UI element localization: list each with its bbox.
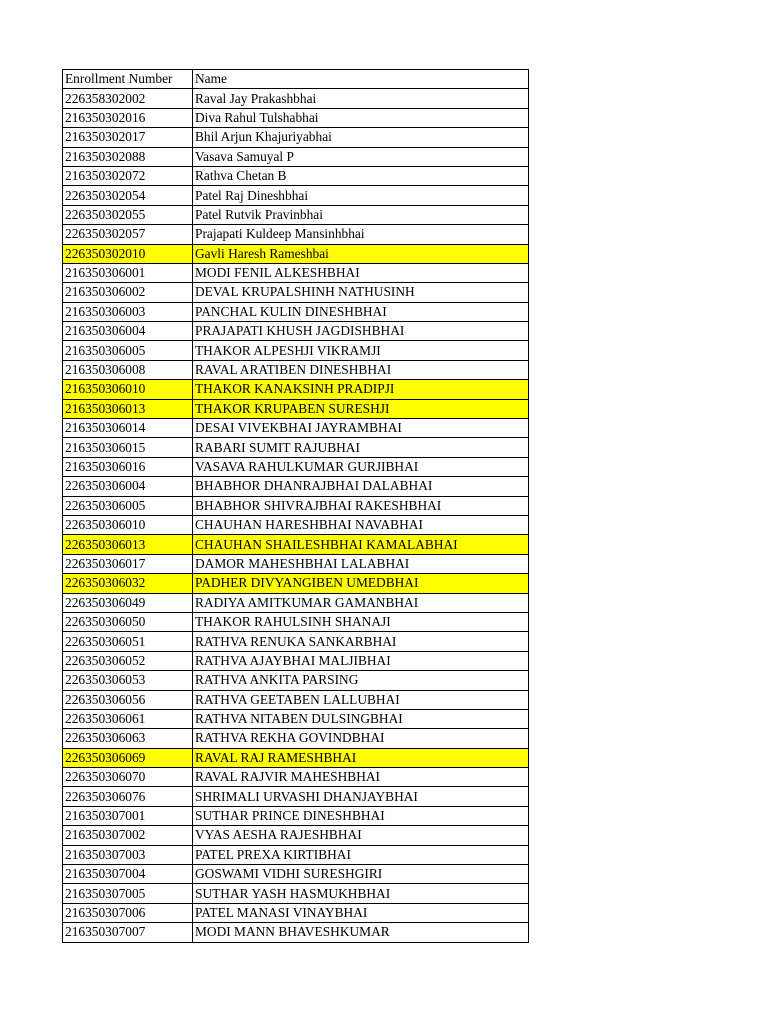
table-row [63, 612, 529, 631]
name-cell: Bhil Arjun Khajuriyabhai [193, 128, 529, 147]
name-cell: Patel Raj Dineshbhai [193, 186, 529, 205]
enrollment-number-cell: 226350306051 [63, 632, 193, 651]
table-row [63, 477, 529, 496]
enrollment-number-cell: 216350306002 [63, 283, 193, 302]
enrollment-number-cell: 226350306053 [63, 671, 193, 690]
enrollment-number-cell: 216350307004 [63, 865, 193, 884]
enrollment-number-cell: 216350306016 [63, 457, 193, 476]
table-row [63, 884, 529, 903]
name-cell: CHAUHAN SHAILESHBHAI KAMALABHAI [193, 535, 529, 554]
table-row [63, 923, 529, 942]
name-cell: RATHVA RENUKA SANKARBHAI [193, 632, 529, 651]
name-cell: CHAUHAN HARESHBHAI NAVABHAI [193, 515, 529, 534]
enrollment-number-cell: 226350306063 [63, 729, 193, 748]
name-cell: PATEL MANASI VINAYBHAI [193, 903, 529, 922]
name-cell: VYAS AESHA RAJESHBHAI [193, 826, 529, 845]
table-row [63, 89, 529, 108]
enrollment-number-cell: 226350302054 [63, 186, 193, 205]
name-cell: RAVAL ARATIBEN DINESHBHAI [193, 360, 529, 379]
name-cell: Diva Rahul Tulshabhai [193, 108, 529, 127]
enrollment-number-cell: 216350306013 [63, 399, 193, 418]
table-row [63, 632, 529, 651]
name-cell: SHRIMALI URVASHI DHANJAYBHAI [193, 787, 529, 806]
enrollment-number-cell: 216350306004 [63, 322, 193, 341]
enrollment-number-cell: 216350307005 [63, 884, 193, 903]
enrollment-number-cell: 226358302002 [63, 89, 193, 108]
name-cell: PRAJAPATI KHUSH JAGDISHBHAI [193, 322, 529, 341]
enrollment-number-cell: 216350306010 [63, 380, 193, 399]
name-cell: RATHVA REKHA GOVINDBHAI [193, 729, 529, 748]
table-row [63, 438, 529, 457]
enrollment-number-cell: 216350306001 [63, 263, 193, 282]
table-row [63, 903, 529, 922]
name-cell: SUTHAR YASH HASMUKHBHAI [193, 884, 529, 903]
enrollment-number-cell: 226350306004 [63, 477, 193, 496]
enrollment-number-cell: 226350306050 [63, 612, 193, 631]
table-row [63, 360, 529, 379]
enrollment-number-cell: 216350306003 [63, 302, 193, 321]
table-row [63, 593, 529, 612]
enrollment-number-cell: 216350306014 [63, 419, 193, 438]
enrollment-number-cell: 216350302016 [63, 108, 193, 127]
name-cell: Patel Rutvik Pravinbhai [193, 205, 529, 224]
name-cell: RABARI SUMIT RAJUBHAI [193, 438, 529, 457]
header-name: Name [193, 70, 529, 89]
name-cell: PADHER DIVYANGIBEN UMEDBHAI [193, 574, 529, 593]
name-cell: THAKOR RAHULSINH SHANAJI [193, 612, 529, 631]
table-row [63, 263, 529, 282]
name-cell: Rathva Chetan B [193, 166, 529, 185]
enrollment-number-cell: 226350306052 [63, 651, 193, 670]
enrollment-number-cell: 216350307003 [63, 845, 193, 864]
table-row [63, 108, 529, 127]
enrollment-number-cell: 216350302088 [63, 147, 193, 166]
header-row [63, 70, 529, 89]
header-enrollment-number: Enrollment Number [63, 70, 193, 89]
enrollment-number-cell: 226350302010 [63, 244, 193, 263]
table-row [63, 419, 529, 438]
table-row [63, 515, 529, 534]
name-cell: BHABHOR DHANRAJBHAI DALABHAI [193, 477, 529, 496]
enrollment-number-cell: 226350306069 [63, 748, 193, 767]
table-row [63, 826, 529, 845]
enrollment-number-cell: 226350306010 [63, 515, 193, 534]
table-row [63, 787, 529, 806]
name-cell: RAVAL RAJVIR MAHESHBHAI [193, 768, 529, 787]
enrollment-number-cell: 216350307006 [63, 903, 193, 922]
enrollment-number-cell: 226350306017 [63, 554, 193, 573]
name-cell: THAKOR KRUPABEN SURESHJI [193, 399, 529, 418]
table-row [63, 205, 529, 224]
enrollment-number-cell: 226350306056 [63, 690, 193, 709]
enrollment-number-cell: 226350306005 [63, 496, 193, 515]
table-row [63, 729, 529, 748]
name-cell: VASAVA RAHULKUMAR GURJIBHAI [193, 457, 529, 476]
name-cell: RAVAL RAJ RAMESHBHAI [193, 748, 529, 767]
name-cell: MODI FENIL ALKESHBHAI [193, 263, 529, 282]
name-cell: DESAI VIVEKBHAI JAYRAMBHAI [193, 419, 529, 438]
table-row [63, 496, 529, 515]
table-row [63, 225, 529, 244]
name-cell: SUTHAR PRINCE DINESHBHAI [193, 806, 529, 825]
table-row [63, 845, 529, 864]
name-cell: RATHVA ANKITA PARSING [193, 671, 529, 690]
enrollment-number-cell: 216350307001 [63, 806, 193, 825]
table-row [63, 457, 529, 476]
enrollment-number-cell: 226350306061 [63, 709, 193, 728]
name-cell: Raval Jay Prakashbhai [193, 89, 529, 108]
table-row [63, 748, 529, 767]
name-cell: RATHVA GEETABEN LALLUBHAI [193, 690, 529, 709]
table-row [63, 806, 529, 825]
name-cell: Gavli Haresh Rameshbai [193, 244, 529, 263]
name-cell: PATEL PREXA KIRTIBHAI [193, 845, 529, 864]
table-row [63, 186, 529, 205]
table-row [63, 574, 529, 593]
table-row [63, 535, 529, 554]
name-cell: PANCHAL KULIN DINESHBHAI [193, 302, 529, 321]
name-cell: RATHVA NITABEN DULSINGBHAI [193, 709, 529, 728]
name-cell: RADIYA AMITKUMAR GAMANBHAI [193, 593, 529, 612]
enrollment-number-cell: 216350307002 [63, 826, 193, 845]
name-cell: THAKOR KANAKSINH PRADIPJI [193, 380, 529, 399]
table-row [63, 690, 529, 709]
enrollment-number-cell: 216350302072 [63, 166, 193, 185]
name-cell: DAMOR MAHESHBHAI LALABHAI [193, 554, 529, 573]
table-row [63, 651, 529, 670]
name-cell: Vasava Samuyal P [193, 147, 529, 166]
table-row [63, 865, 529, 884]
table-row [63, 322, 529, 341]
enrollment-number-cell: 216350306008 [63, 360, 193, 379]
table-row [63, 128, 529, 147]
table-row [63, 768, 529, 787]
table-row [63, 302, 529, 321]
table-row [63, 166, 529, 185]
enrollment-number-cell: 216350302017 [63, 128, 193, 147]
table-row [63, 283, 529, 302]
table-row [63, 380, 529, 399]
enrollment-number-cell: 226350306032 [63, 574, 193, 593]
enrollment-number-cell: 226350306049 [63, 593, 193, 612]
name-cell: RATHVA AJAYBHAI MALJIBHAI [193, 651, 529, 670]
enrollment-number-cell: 226350306076 [63, 787, 193, 806]
name-cell: GOSWAMI VIDHI SURESHGIRI [193, 865, 529, 884]
enrollment-number-cell: 216350306015 [63, 438, 193, 457]
table-row [63, 399, 529, 418]
table-row [63, 341, 529, 360]
enrollment-number-cell: 216350306005 [63, 341, 193, 360]
enrollment-number-cell: 226350302057 [63, 225, 193, 244]
table-row [63, 554, 529, 573]
enrollment-number-cell: 226350306013 [63, 535, 193, 554]
enrollment-table [62, 69, 529, 943]
name-cell: BHABHOR SHIVRAJBHAI RAKESHBHAI [193, 496, 529, 515]
table-row [63, 709, 529, 728]
enrollment-number-cell: 226350302055 [63, 205, 193, 224]
name-cell: MODI MANN BHAVESHKUMAR [193, 923, 529, 942]
table-row [63, 244, 529, 263]
table-row [63, 671, 529, 690]
enrollment-number-cell: 216350307007 [63, 923, 193, 942]
table-row [63, 147, 529, 166]
name-cell: THAKOR ALPESHJI VIKRAMJI [193, 341, 529, 360]
enrollment-number-cell: 226350306070 [63, 768, 193, 787]
name-cell: DEVAL KRUPALSHINH NATHUSINH [193, 283, 529, 302]
name-cell: Prajapati Kuldeep Mansinhbhai [193, 225, 529, 244]
